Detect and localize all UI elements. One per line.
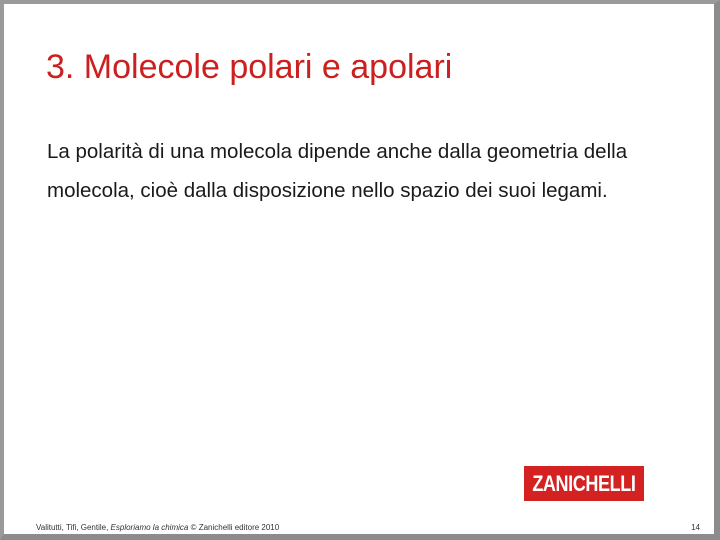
footer-credits	[36, 523, 279, 532]
zanichelli-logo	[524, 466, 644, 501]
footer-authors: Valitutti, Tifi, Gentile,	[36, 523, 111, 532]
logo-text: ZANICHELLI	[532, 470, 636, 496]
slide-body-text: La polarità di una molecola dipende anche dalla geometria della molecola, cioè dalla disposizione nello spazio dei suoi legami.	[47, 140, 628, 202]
slide-title: 3. Molecole polari e apolari	[46, 48, 453, 86]
page-number: 14	[691, 523, 700, 532]
footer-book-title: Esploriamo la chimica	[110, 523, 189, 532]
footer-copyright: © Zanichelli editore 2010	[188, 523, 280, 532]
